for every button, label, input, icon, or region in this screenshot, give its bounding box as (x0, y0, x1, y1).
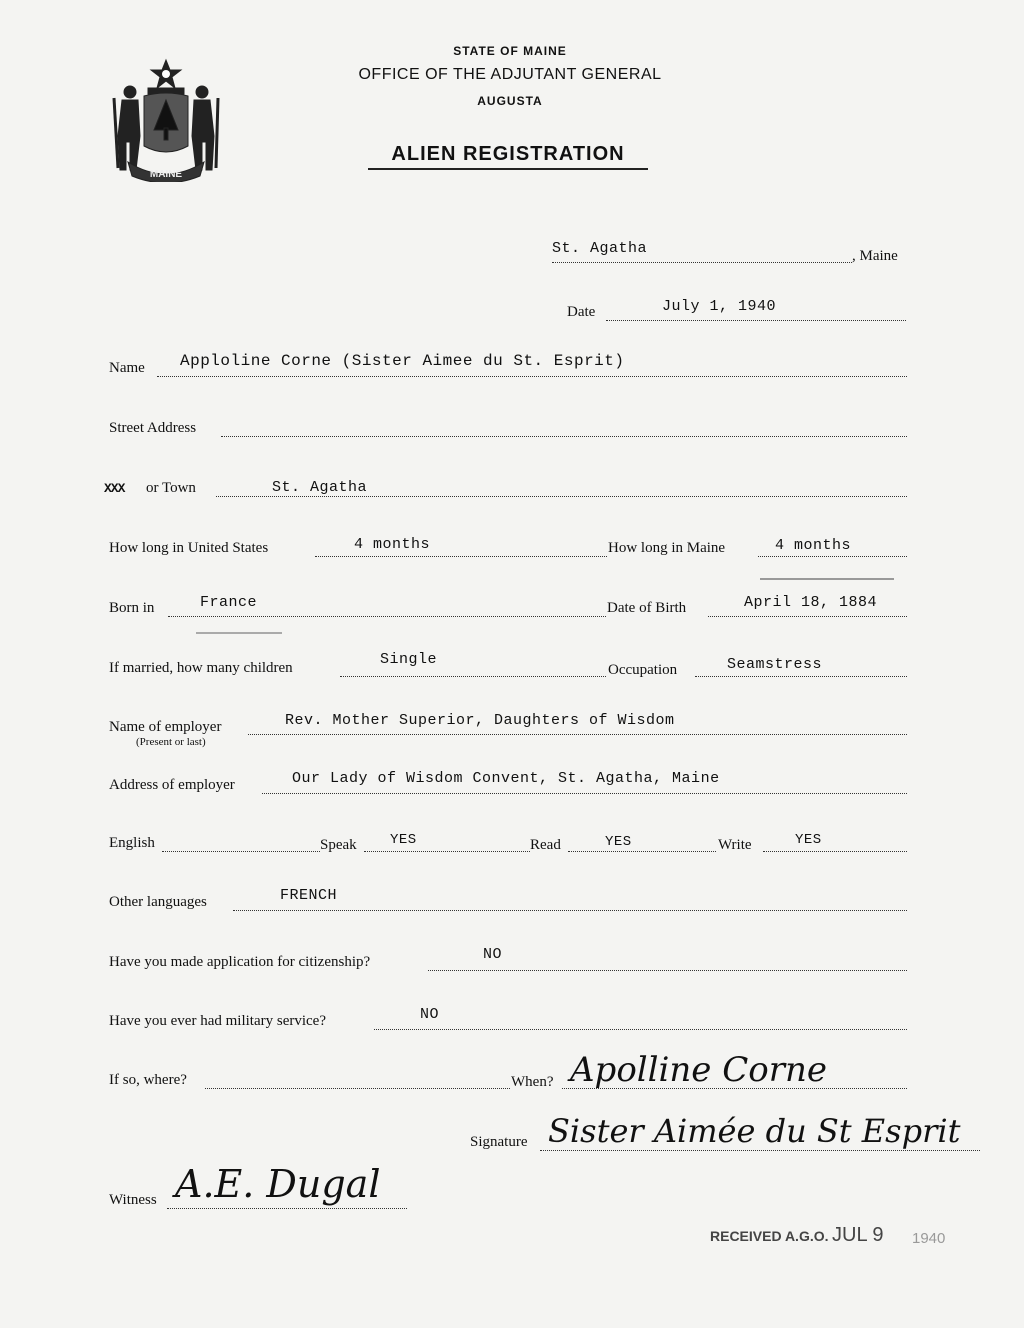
pencil-mark (760, 578, 894, 580)
dob-value: April 18, 1884 (744, 594, 878, 611)
employer-value: Rev. Mother Superior, Daughters of Wisdom (285, 712, 675, 729)
witness-line (167, 1208, 407, 1209)
born-in-value: France (200, 594, 258, 611)
speak-line (364, 851, 530, 852)
other-lang-label: Other languages (109, 894, 207, 910)
how-long-us-line (315, 556, 607, 557)
children-label: If married, how many children (109, 660, 293, 676)
received-stamp: RECEIVED A.G.O. (710, 1228, 829, 1244)
how-long-me-value: 4 months (775, 537, 852, 554)
header-state: STATE OF MAINE (453, 44, 567, 58)
occupation-value: Seamstress (727, 656, 823, 673)
speak-label: Speak (320, 837, 357, 853)
signature-line (540, 1150, 980, 1151)
header-office: OFFICE OF THE ADJUTANT GENERAL (358, 66, 662, 83)
english-label: English (109, 835, 155, 851)
header-city: AUGUSTA (477, 94, 543, 108)
employer-note: (Present or last) (136, 736, 206, 748)
employer-address-value: Our Lady of Wisdom Convent, St. Agatha, Maine (292, 770, 720, 787)
title-underline (368, 168, 648, 170)
where-label: If so, where? (109, 1072, 187, 1088)
city-struck-label: XXX (104, 481, 125, 496)
military-line (374, 1029, 907, 1030)
where-line (205, 1088, 510, 1089)
received-stamp-year: 1940 (912, 1230, 946, 1247)
witness-label: Witness (109, 1192, 157, 1208)
maine-state-seal-icon (108, 58, 224, 182)
write-value: YES (795, 832, 822, 848)
form-title: ALIEN REGISTRATION (391, 143, 625, 165)
born-in-label: Born in (109, 600, 155, 616)
how-long-us-label: How long in United States (109, 540, 269, 556)
children-line (340, 676, 606, 677)
born-in-line (168, 616, 606, 617)
street-label: Street Address (109, 420, 197, 436)
employer-address-line (262, 793, 907, 794)
date-label: Date (567, 304, 596, 320)
employer-label: Name of employer (109, 719, 222, 735)
how-long-me-line (758, 556, 907, 557)
employer-address-label: Address of employer (109, 777, 235, 793)
read-line (568, 851, 716, 852)
citizenship-label: Have you made application for citizenship? (109, 954, 371, 970)
city-town-label: or Town (146, 480, 196, 496)
city-line (216, 496, 907, 497)
how-long-us-value: 4 months (354, 536, 431, 553)
when-label: When? (511, 1074, 554, 1090)
employer-line (248, 734, 907, 735)
town-value: St. Agatha (272, 479, 368, 496)
name-line (157, 376, 907, 377)
seal-text: MAINE (149, 169, 183, 180)
pencil-mark-2 (196, 632, 282, 634)
english-line (162, 851, 320, 852)
military-label: Have you ever had military service? (109, 1013, 326, 1029)
read-value: YES (605, 834, 632, 850)
how-long-me-label: How long in Maine (608, 540, 726, 556)
dob-label: Date of Birth (607, 600, 687, 616)
write-line (763, 851, 907, 852)
occupation-label: Occupation (608, 662, 678, 678)
read-label: Read (530, 837, 561, 853)
date-line (606, 320, 906, 321)
town-top-line (552, 262, 852, 263)
other-lang-value: FRENCH (280, 887, 338, 904)
maine-label: , Maine (852, 248, 898, 264)
street-line (221, 436, 907, 437)
name-value: Apploline Corne (Sister Aimee du St. Esprit) (180, 352, 625, 370)
children-value: Single (380, 651, 438, 668)
occupation-line (695, 676, 907, 677)
received-stamp-date: JUL 9 (832, 1224, 884, 1246)
town-top-value: St. Agatha (552, 240, 648, 257)
signature-label: Signature (470, 1134, 528, 1150)
military-value: NO (420, 1006, 440, 1023)
dob-line (708, 616, 907, 617)
name-label: Name (109, 360, 145, 376)
date-value: July 1, 1940 (662, 298, 777, 315)
when-handwriting: Apolline Corne (570, 1050, 827, 1090)
witness-handwriting: A.E. Dugal (175, 1162, 381, 1206)
signature-handwriting: Sister Aimée du St Esprit (548, 1112, 961, 1150)
citizenship-value: NO (483, 946, 503, 963)
other-lang-line (233, 910, 907, 911)
write-label: Write (718, 837, 752, 853)
citizenship-line (428, 970, 907, 971)
speak-value: YES (390, 832, 417, 848)
